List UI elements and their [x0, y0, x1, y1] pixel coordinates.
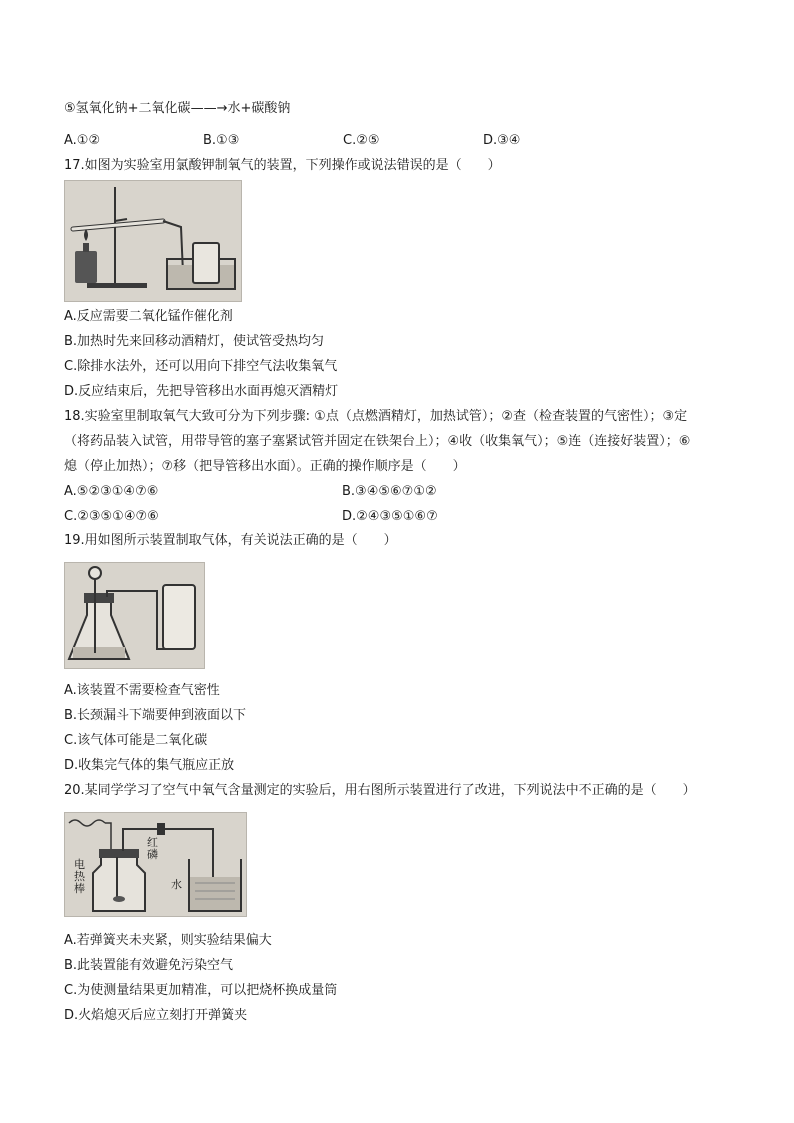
- q16-option-c[interactable]: C.②⑤: [343, 133, 380, 148]
- q19-option-c[interactable]: C.该气体可能是二氧化碳: [64, 733, 208, 748]
- q19-option-d[interactable]: D.收集完气体的集气瓶应正放: [64, 758, 235, 773]
- fig-label-water: 水: [171, 878, 182, 891]
- q17-option-d[interactable]: D.反应结束后，先把导管移出水面再熄灭酒精灯: [64, 384, 339, 399]
- q16-options: [64, 132, 764, 150]
- q20-option-b[interactable]: B.此装置能有效避免污染空气: [64, 958, 234, 973]
- q20-option-c[interactable]: C.为使测量结果更加精准，可以把烧杯换成量筒: [64, 983, 338, 998]
- q18-stem-line2: （将药品装入试管，用带导管的塞子塞紧试管并固定在铁架台上）；④收（收集氧气）；⑤连（连接好装置）；⑥: [64, 434, 691, 449]
- q18-option-d[interactable]: D.②④③⑤①⑥⑦: [342, 509, 438, 524]
- q16-item5: [64, 100, 290, 118]
- q16-item5-reactants: ⑤氢氧化钠+二氧化碳: [64, 101, 191, 116]
- q18-stem-line1: 18.实验室里制取氧气大致可分为下列步骤: ①点（点燃酒精灯，加热试管）；②查（检查装置的气密性）；③定: [64, 409, 688, 424]
- q16-item5-products: 水+碳酸钠: [227, 101, 291, 116]
- q20-stem: 20.某同学学习了空气中氧气含量测定的实验后，用右图所示装置进行了改进，下列说法中不正确的是（ ）: [64, 783, 696, 798]
- q16-option-d[interactable]: D.③④: [483, 133, 521, 148]
- oxygen-apparatus-illustration: [65, 181, 241, 301]
- reaction-arrow: ——→: [190, 101, 228, 116]
- q20-option-a[interactable]: A.若弹簧夹未夹紧，则实验结果偏大: [64, 933, 272, 948]
- oxygen-content-illustration: [65, 813, 246, 916]
- q18-option-c[interactable]: C.②③⑤①④⑦⑥: [64, 509, 159, 524]
- q18-option-b[interactable]: B.③④⑤⑥⑦①②: [342, 484, 437, 499]
- q16-option-b[interactable]: B.①③: [203, 133, 240, 148]
- fig-label-phosphorus: 红磷: [147, 836, 158, 861]
- q19-stem: 19.用如图所示装置制取气体，有关说法正确的是（ ）: [64, 533, 397, 548]
- q19-option-a[interactable]: A.该装置不需要检查气密性: [64, 683, 220, 698]
- q17-figure: [64, 180, 242, 302]
- q18-stem-line3: 熄（停止加热）；⑦移（把导管移出水面）。正确的操作顺序是（ ）: [64, 459, 466, 474]
- q17-option-c[interactable]: C.除排水法外，还可以用向下排空气法收集氧气: [64, 359, 338, 374]
- q16-option-a[interactable]: A.①②: [64, 133, 101, 148]
- q20-figure: [64, 812, 247, 917]
- q18-option-a[interactable]: A.⑤②③①④⑦⑥: [64, 484, 159, 499]
- q17-option-a[interactable]: A.反应需要二氧化锰作催化剂: [64, 309, 233, 324]
- gas-generation-illustration: [65, 563, 204, 668]
- fig-label-rod: 电热棒: [74, 858, 85, 895]
- q19-option-b[interactable]: B.长颈漏斗下端要伸到液面以下: [64, 708, 247, 723]
- q17-option-b[interactable]: B.加热时先来回移动酒精灯，使试管受热均匀: [64, 334, 325, 349]
- q19-figure: [64, 562, 205, 669]
- q17-stem: 17.如图为实验室用氯酸钾制氧气的装置，下列操作或说法错误的是（ ）: [64, 158, 501, 173]
- q20-option-d[interactable]: D.火焰熄灭后应立刻打开弹簧夹: [64, 1008, 248, 1023]
